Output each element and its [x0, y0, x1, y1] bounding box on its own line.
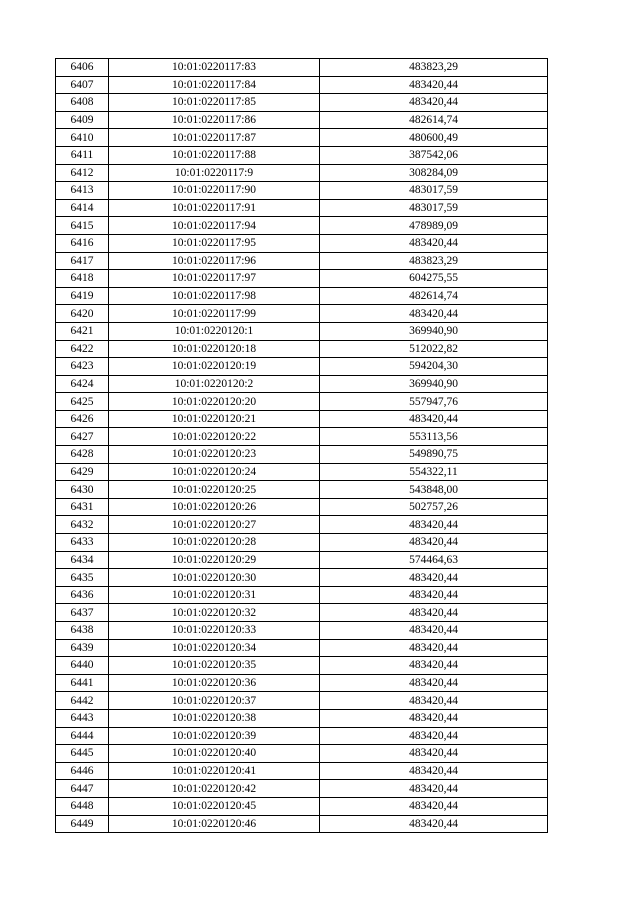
row-number-cell: 6432	[56, 516, 109, 534]
row-number-cell: 6443	[56, 709, 109, 727]
row-number-cell: 6416	[56, 234, 109, 252]
row-number-cell: 6419	[56, 287, 109, 305]
cadastral-number-cell: 10:01:0220117:86	[109, 111, 320, 129]
table-row	[56, 551, 548, 569]
row-number-cell: 6415	[56, 217, 109, 235]
value-cell: 483420,44	[320, 692, 548, 710]
row-number-cell: 6435	[56, 569, 109, 587]
table-row	[56, 305, 548, 323]
row-number-cell: 6406	[56, 59, 109, 77]
value-cell: 557947,76	[320, 393, 548, 411]
cadastral-number-cell: 10:01:0220117:85	[109, 94, 320, 112]
value-cell: 483017,59	[320, 182, 548, 200]
value-cell: 483420,44	[320, 234, 548, 252]
table-row	[56, 129, 548, 147]
row-number-cell: 6407	[56, 76, 109, 94]
cadastral-number-cell: 10:01:0220120:31	[109, 586, 320, 604]
row-number-cell: 6420	[56, 305, 109, 323]
row-number-cell: 6425	[56, 393, 109, 411]
value-cell: 483420,44	[320, 622, 548, 640]
row-number-cell: 6437	[56, 604, 109, 622]
table-row	[56, 59, 548, 77]
row-number-cell: 6426	[56, 410, 109, 428]
cadastral-number-cell: 10:01:0220117:97	[109, 270, 320, 288]
cadastral-number-cell: 10:01:0220117:84	[109, 76, 320, 94]
row-number-cell: 6431	[56, 498, 109, 516]
cadastral-number-cell: 10:01:0220120:22	[109, 428, 320, 446]
cadastral-number-cell: 10:01:0220120:26	[109, 498, 320, 516]
value-cell: 482614,74	[320, 287, 548, 305]
value-cell: 483420,44	[320, 586, 548, 604]
table-row	[56, 674, 548, 692]
value-cell: 483420,44	[320, 780, 548, 798]
value-cell: 483823,29	[320, 252, 548, 270]
table-row	[56, 217, 548, 235]
cadastral-number-cell: 10:01:0220120:28	[109, 534, 320, 552]
row-number-cell: 6430	[56, 481, 109, 499]
value-cell: 554322,11	[320, 463, 548, 481]
cadastral-number-cell: 10:01:0220120:2	[109, 375, 320, 393]
table-row	[56, 252, 548, 270]
table-row	[56, 639, 548, 657]
row-number-cell: 6428	[56, 446, 109, 464]
cadastral-number-cell: 10:01:0220120:29	[109, 551, 320, 569]
table-row	[56, 111, 548, 129]
value-cell: 483420,44	[320, 762, 548, 780]
cadastral-number-cell: 10:01:0220117:94	[109, 217, 320, 235]
row-number-cell: 6436	[56, 586, 109, 604]
value-cell: 483420,44	[320, 674, 548, 692]
row-number-cell: 6434	[56, 551, 109, 569]
value-cell: 574464,63	[320, 551, 548, 569]
cadastral-number-cell: 10:01:0220120:23	[109, 446, 320, 464]
row-number-cell: 6441	[56, 674, 109, 692]
value-cell: 512022,82	[320, 340, 548, 358]
cadastral-number-cell: 10:01:0220120:33	[109, 622, 320, 640]
row-number-cell: 6411	[56, 146, 109, 164]
cadastral-number-cell: 10:01:0220120:35	[109, 657, 320, 675]
cadastral-number-cell: 10:01:0220120:30	[109, 569, 320, 587]
value-cell: 480600,49	[320, 129, 548, 147]
cadastral-number-cell: 10:01:0220117:87	[109, 129, 320, 147]
cadastral-number-cell: 10:01:0220117:96	[109, 252, 320, 270]
value-cell: 369940,90	[320, 375, 548, 393]
value-cell: 549890,75	[320, 446, 548, 464]
cadastral-number-cell: 10:01:0220120:32	[109, 604, 320, 622]
table-row	[56, 287, 548, 305]
cadastral-number-cell: 10:01:0220117:91	[109, 199, 320, 217]
cadastral-number-cell: 10:01:0220120:36	[109, 674, 320, 692]
value-cell: 483420,44	[320, 745, 548, 763]
table-row	[56, 146, 548, 164]
value-cell: 369940,90	[320, 322, 548, 340]
row-number-cell: 6440	[56, 657, 109, 675]
cadastral-number-cell: 10:01:0220120:24	[109, 463, 320, 481]
row-number-cell: 6421	[56, 322, 109, 340]
row-number-cell: 6413	[56, 182, 109, 200]
table-row	[56, 727, 548, 745]
value-cell: 483420,44	[320, 534, 548, 552]
cadastral-value-table	[55, 58, 548, 833]
table-row	[56, 762, 548, 780]
table-row	[56, 815, 548, 833]
cadastral-number-cell: 10:01:0220120:37	[109, 692, 320, 710]
table-row	[56, 94, 548, 112]
value-cell: 483420,44	[320, 657, 548, 675]
table-row	[56, 604, 548, 622]
table-row	[56, 586, 548, 604]
table-row	[56, 657, 548, 675]
value-cell: 502757,26	[320, 498, 548, 516]
row-number-cell: 6448	[56, 797, 109, 815]
table-body	[56, 59, 548, 833]
table-row	[56, 446, 548, 464]
cadastral-number-cell: 10:01:0220117:98	[109, 287, 320, 305]
row-number-cell: 6433	[56, 534, 109, 552]
value-cell: 604275,55	[320, 270, 548, 288]
table-row	[56, 692, 548, 710]
cadastral-number-cell: 10:01:0220120:45	[109, 797, 320, 815]
value-cell: 483420,44	[320, 639, 548, 657]
value-cell: 543848,00	[320, 481, 548, 499]
table-row	[56, 622, 548, 640]
table-row	[56, 463, 548, 481]
table-row	[56, 76, 548, 94]
row-number-cell: 6418	[56, 270, 109, 288]
row-number-cell: 6444	[56, 727, 109, 745]
row-number-cell: 6429	[56, 463, 109, 481]
value-cell: 482614,74	[320, 111, 548, 129]
row-number-cell: 6439	[56, 639, 109, 657]
cadastral-number-cell: 10:01:0220117:90	[109, 182, 320, 200]
cadastral-number-cell: 10:01:0220120:19	[109, 358, 320, 376]
table-row	[56, 410, 548, 428]
cadastral-number-cell: 10:01:0220120:46	[109, 815, 320, 833]
cadastral-number-cell: 10:01:0220117:95	[109, 234, 320, 252]
cadastral-number-cell: 10:01:0220120:38	[109, 709, 320, 727]
value-cell: 483420,44	[320, 797, 548, 815]
value-cell: 387542,06	[320, 146, 548, 164]
row-number-cell: 6447	[56, 780, 109, 798]
row-number-cell: 6445	[56, 745, 109, 763]
value-cell: 483420,44	[320, 76, 548, 94]
cadastral-number-cell: 10:01:0220117:99	[109, 305, 320, 323]
table-row	[56, 481, 548, 499]
cadastral-number-cell: 10:01:0220120:25	[109, 481, 320, 499]
row-number-cell: 6417	[56, 252, 109, 270]
row-number-cell: 6423	[56, 358, 109, 376]
table-row	[56, 797, 548, 815]
value-cell: 483420,44	[320, 569, 548, 587]
row-number-cell: 6449	[56, 815, 109, 833]
value-cell: 483420,44	[320, 815, 548, 833]
row-number-cell: 6438	[56, 622, 109, 640]
value-cell: 308284,09	[320, 164, 548, 182]
table-row	[56, 375, 548, 393]
row-number-cell: 6409	[56, 111, 109, 129]
row-number-cell: 6414	[56, 199, 109, 217]
row-number-cell: 6422	[56, 340, 109, 358]
cadastral-number-cell: 10:01:0220117:83	[109, 59, 320, 77]
table-row	[56, 569, 548, 587]
cadastral-number-cell: 10:01:0220120:42	[109, 780, 320, 798]
value-cell: 483017,59	[320, 199, 548, 217]
cadastral-number-cell: 10:01:0220120:27	[109, 516, 320, 534]
table-row	[56, 199, 548, 217]
cadastral-number-cell: 10:01:0220120:18	[109, 340, 320, 358]
row-number-cell: 6408	[56, 94, 109, 112]
value-cell: 483420,44	[320, 516, 548, 534]
row-number-cell: 6412	[56, 164, 109, 182]
table-row	[56, 358, 548, 376]
cadastral-number-cell: 10:01:0220120:39	[109, 727, 320, 745]
row-number-cell: 6424	[56, 375, 109, 393]
table-row	[56, 498, 548, 516]
table-row	[56, 516, 548, 534]
table-row	[56, 534, 548, 552]
value-cell: 483420,44	[320, 727, 548, 745]
value-cell: 483420,44	[320, 410, 548, 428]
table-row	[56, 322, 548, 340]
cadastral-number-cell: 10:01:0220120:20	[109, 393, 320, 411]
value-cell: 483420,44	[320, 305, 548, 323]
row-number-cell: 6427	[56, 428, 109, 446]
cadastral-number-cell: 10:01:0220117:9	[109, 164, 320, 182]
table-row	[56, 709, 548, 727]
table-row	[56, 780, 548, 798]
row-number-cell: 6442	[56, 692, 109, 710]
cadastral-number-cell: 10:01:0220120:34	[109, 639, 320, 657]
table-row	[56, 182, 548, 200]
table-row	[56, 428, 548, 446]
row-number-cell: 6446	[56, 762, 109, 780]
cadastral-number-cell: 10:01:0220120:41	[109, 762, 320, 780]
table-row	[56, 234, 548, 252]
value-cell: 483420,44	[320, 94, 548, 112]
cadastral-number-cell: 10:01:0220120:1	[109, 322, 320, 340]
cadastral-number-cell: 10:01:0220120:40	[109, 745, 320, 763]
value-cell: 553113,56	[320, 428, 548, 446]
value-cell: 483823,29	[320, 59, 548, 77]
table-row	[56, 393, 548, 411]
value-cell: 478989,09	[320, 217, 548, 235]
value-cell: 483420,44	[320, 709, 548, 727]
table-row	[56, 164, 548, 182]
cadastral-number-cell: 10:01:0220117:88	[109, 146, 320, 164]
table-row	[56, 270, 548, 288]
table-row	[56, 745, 548, 763]
value-cell: 594204,30	[320, 358, 548, 376]
cadastral-number-cell: 10:01:0220120:21	[109, 410, 320, 428]
value-cell: 483420,44	[320, 604, 548, 622]
row-number-cell: 6410	[56, 129, 109, 147]
table-row	[56, 340, 548, 358]
